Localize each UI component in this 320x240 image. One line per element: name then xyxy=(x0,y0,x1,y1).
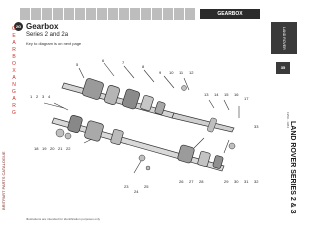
top-tab[interactable] xyxy=(75,8,86,20)
callout-label: 4 xyxy=(48,94,51,99)
page-title: Gearbox xyxy=(26,22,59,31)
callout-label: 9 xyxy=(159,70,162,75)
section-badge: 2G xyxy=(15,24,22,29)
top-tab[interactable] xyxy=(163,8,174,20)
callout-label: 1 xyxy=(30,94,33,99)
callout-label: 5 xyxy=(76,62,79,67)
page-subtitle: Series 2 and 2a xyxy=(26,32,69,38)
top-tab[interactable] xyxy=(20,8,31,20)
callout-label: 22 xyxy=(66,146,71,151)
callout-label: 23 xyxy=(124,184,129,189)
callout-label: 24 xyxy=(134,189,139,194)
top-tab[interactable] xyxy=(42,8,53,20)
callout-label: 32 xyxy=(254,179,259,184)
sidebar-top-label: LAND ROVER PARTS xyxy=(256,26,286,50)
index-letter[interactable]: N xyxy=(12,82,16,88)
footer-note: Illustrations are intended for identification purposes only xyxy=(26,217,101,221)
top-tab[interactable] xyxy=(64,8,75,20)
callout-label: 12 xyxy=(189,70,194,75)
index-letter[interactable]: E xyxy=(12,33,16,39)
key-note: Key to diagram is on next page xyxy=(26,41,82,46)
sidebar-top-box xyxy=(256,22,297,54)
callout-label: 10 xyxy=(169,70,174,75)
sidebar-model-title: LAND ROVER SERIES 2 & 3 xyxy=(289,120,296,214)
callout-label: 21 xyxy=(58,146,63,151)
index-letter[interactable]: O xyxy=(12,61,16,67)
callout-label: 28 xyxy=(199,179,204,184)
callout-label: 26 xyxy=(179,179,184,184)
callout-label: 31 xyxy=(244,179,249,184)
callout-label: 30 xyxy=(234,179,239,184)
top-tab[interactable] xyxy=(119,8,130,20)
top-tab[interactable] xyxy=(152,8,163,20)
callout-label: 11 xyxy=(179,70,184,75)
index-letter[interactable]: B xyxy=(12,54,16,60)
callout-label: 25 xyxy=(144,184,149,189)
callout-label: 8 xyxy=(142,64,145,69)
index-letter[interactable]: A xyxy=(12,75,16,81)
callout-label: 2 xyxy=(36,94,39,99)
index-letter[interactable]: R xyxy=(12,47,16,53)
top-tab[interactable] xyxy=(108,8,119,20)
index-letter[interactable]: G xyxy=(12,89,16,95)
callout-label: 14 xyxy=(214,92,219,97)
callout-label: 17 xyxy=(244,96,249,101)
callout-label: 16 xyxy=(234,92,239,97)
callout-label: 33 xyxy=(254,124,259,129)
callout-label: 6 xyxy=(102,58,105,63)
callout-label: 19 xyxy=(42,146,47,151)
callout-label: 3 xyxy=(42,94,45,99)
top-tab[interactable] xyxy=(185,8,196,20)
top-tab[interactable] xyxy=(130,8,141,20)
callout-label: 18 xyxy=(34,146,39,151)
left-index xyxy=(10,26,18,117)
top-tab[interactable] xyxy=(141,8,152,20)
index-letter[interactable]: A xyxy=(12,40,16,46)
vertical-catalogue-label: BRITPART PARTS CATALOGUE xyxy=(1,151,6,210)
callout-label: 15 xyxy=(224,92,229,97)
exploded-gearbox-diagram xyxy=(24,48,270,216)
callout-label: 13 xyxy=(204,92,209,97)
top-tab[interactable] xyxy=(174,8,185,20)
index-letter[interactable]: G xyxy=(12,26,16,32)
top-tab[interactable] xyxy=(31,8,42,20)
top-tab[interactable] xyxy=(97,8,108,20)
sidebar-page-number: 35 xyxy=(276,62,290,74)
callout-label: 29 xyxy=(224,179,229,184)
callout-label: 20 xyxy=(50,146,55,151)
index-letter[interactable]: A xyxy=(12,96,16,102)
top-tab[interactable] xyxy=(53,8,64,20)
callout-label: 27 xyxy=(189,179,194,184)
sidebar-model-years: 1959 - 1984 xyxy=(286,112,290,129)
index-letter[interactable]: G xyxy=(12,110,16,116)
index-letter[interactable]: R xyxy=(12,103,16,109)
callout-label: 7 xyxy=(122,60,125,65)
index-letter[interactable]: X xyxy=(12,68,16,74)
top-tab[interactable] xyxy=(86,8,97,20)
section-label[interactable]: GEARBOX xyxy=(200,9,260,19)
